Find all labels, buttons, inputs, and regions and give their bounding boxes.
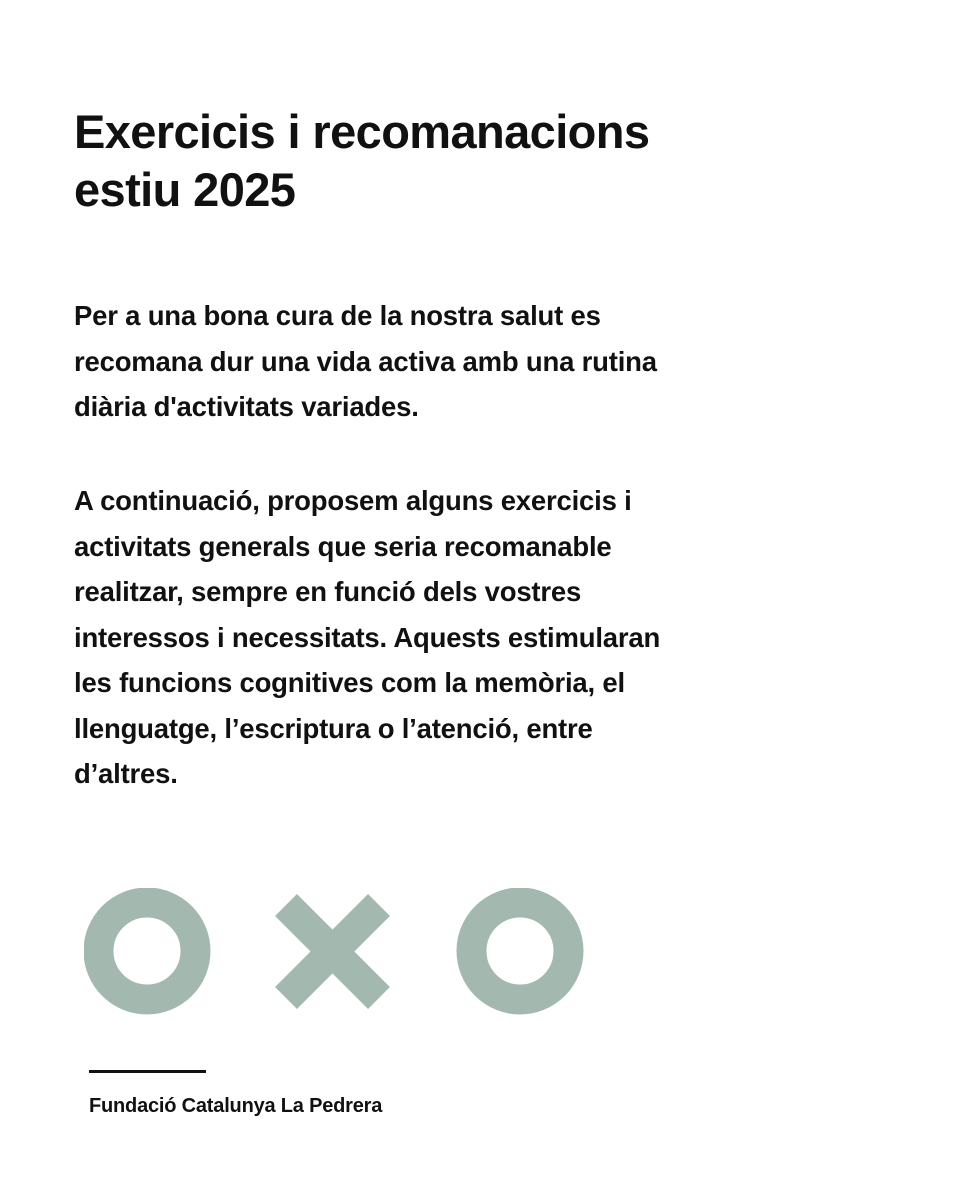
body-line: d’altres. (74, 758, 178, 789)
intro-line: diària d'activitats variades. (74, 391, 419, 422)
body-line: activitats generals que seria recomanable (74, 530, 612, 562)
footer-divider (89, 1070, 206, 1073)
title-line: Exercicis i recomanacions (74, 105, 650, 158)
intro-line: recomana dur una vida activa amb una rutina (74, 345, 657, 377)
body-paragraph (74, 478, 894, 797)
oxo-logo-graphic (84, 888, 584, 1016)
circle-icon (472, 903, 569, 1000)
intro-line: Per a una bona cura de la nostra salut es (74, 300, 601, 331)
page-title (74, 103, 894, 219)
body-line: llenguatge, l’escriptura o l’atenció, entre (74, 712, 593, 744)
cross-icon (286, 905, 379, 998)
body-line: les funcions cognitives com la memòria, el (74, 667, 625, 698)
intro-paragraph (74, 293, 894, 430)
oxo-logo (84, 888, 584, 1016)
title-line: estiu 2025 (74, 163, 296, 216)
circle-icon (99, 903, 196, 1000)
body-line: A continuació, proposem alguns exercicis i (74, 485, 632, 516)
body-line: interessos i necessitats. Aquests estimularan (74, 621, 661, 653)
body-line: realitzar, sempre en funció dels vostres (74, 576, 582, 607)
organization-name: Fundació Catalunya La Pedrera (89, 1095, 383, 1117)
